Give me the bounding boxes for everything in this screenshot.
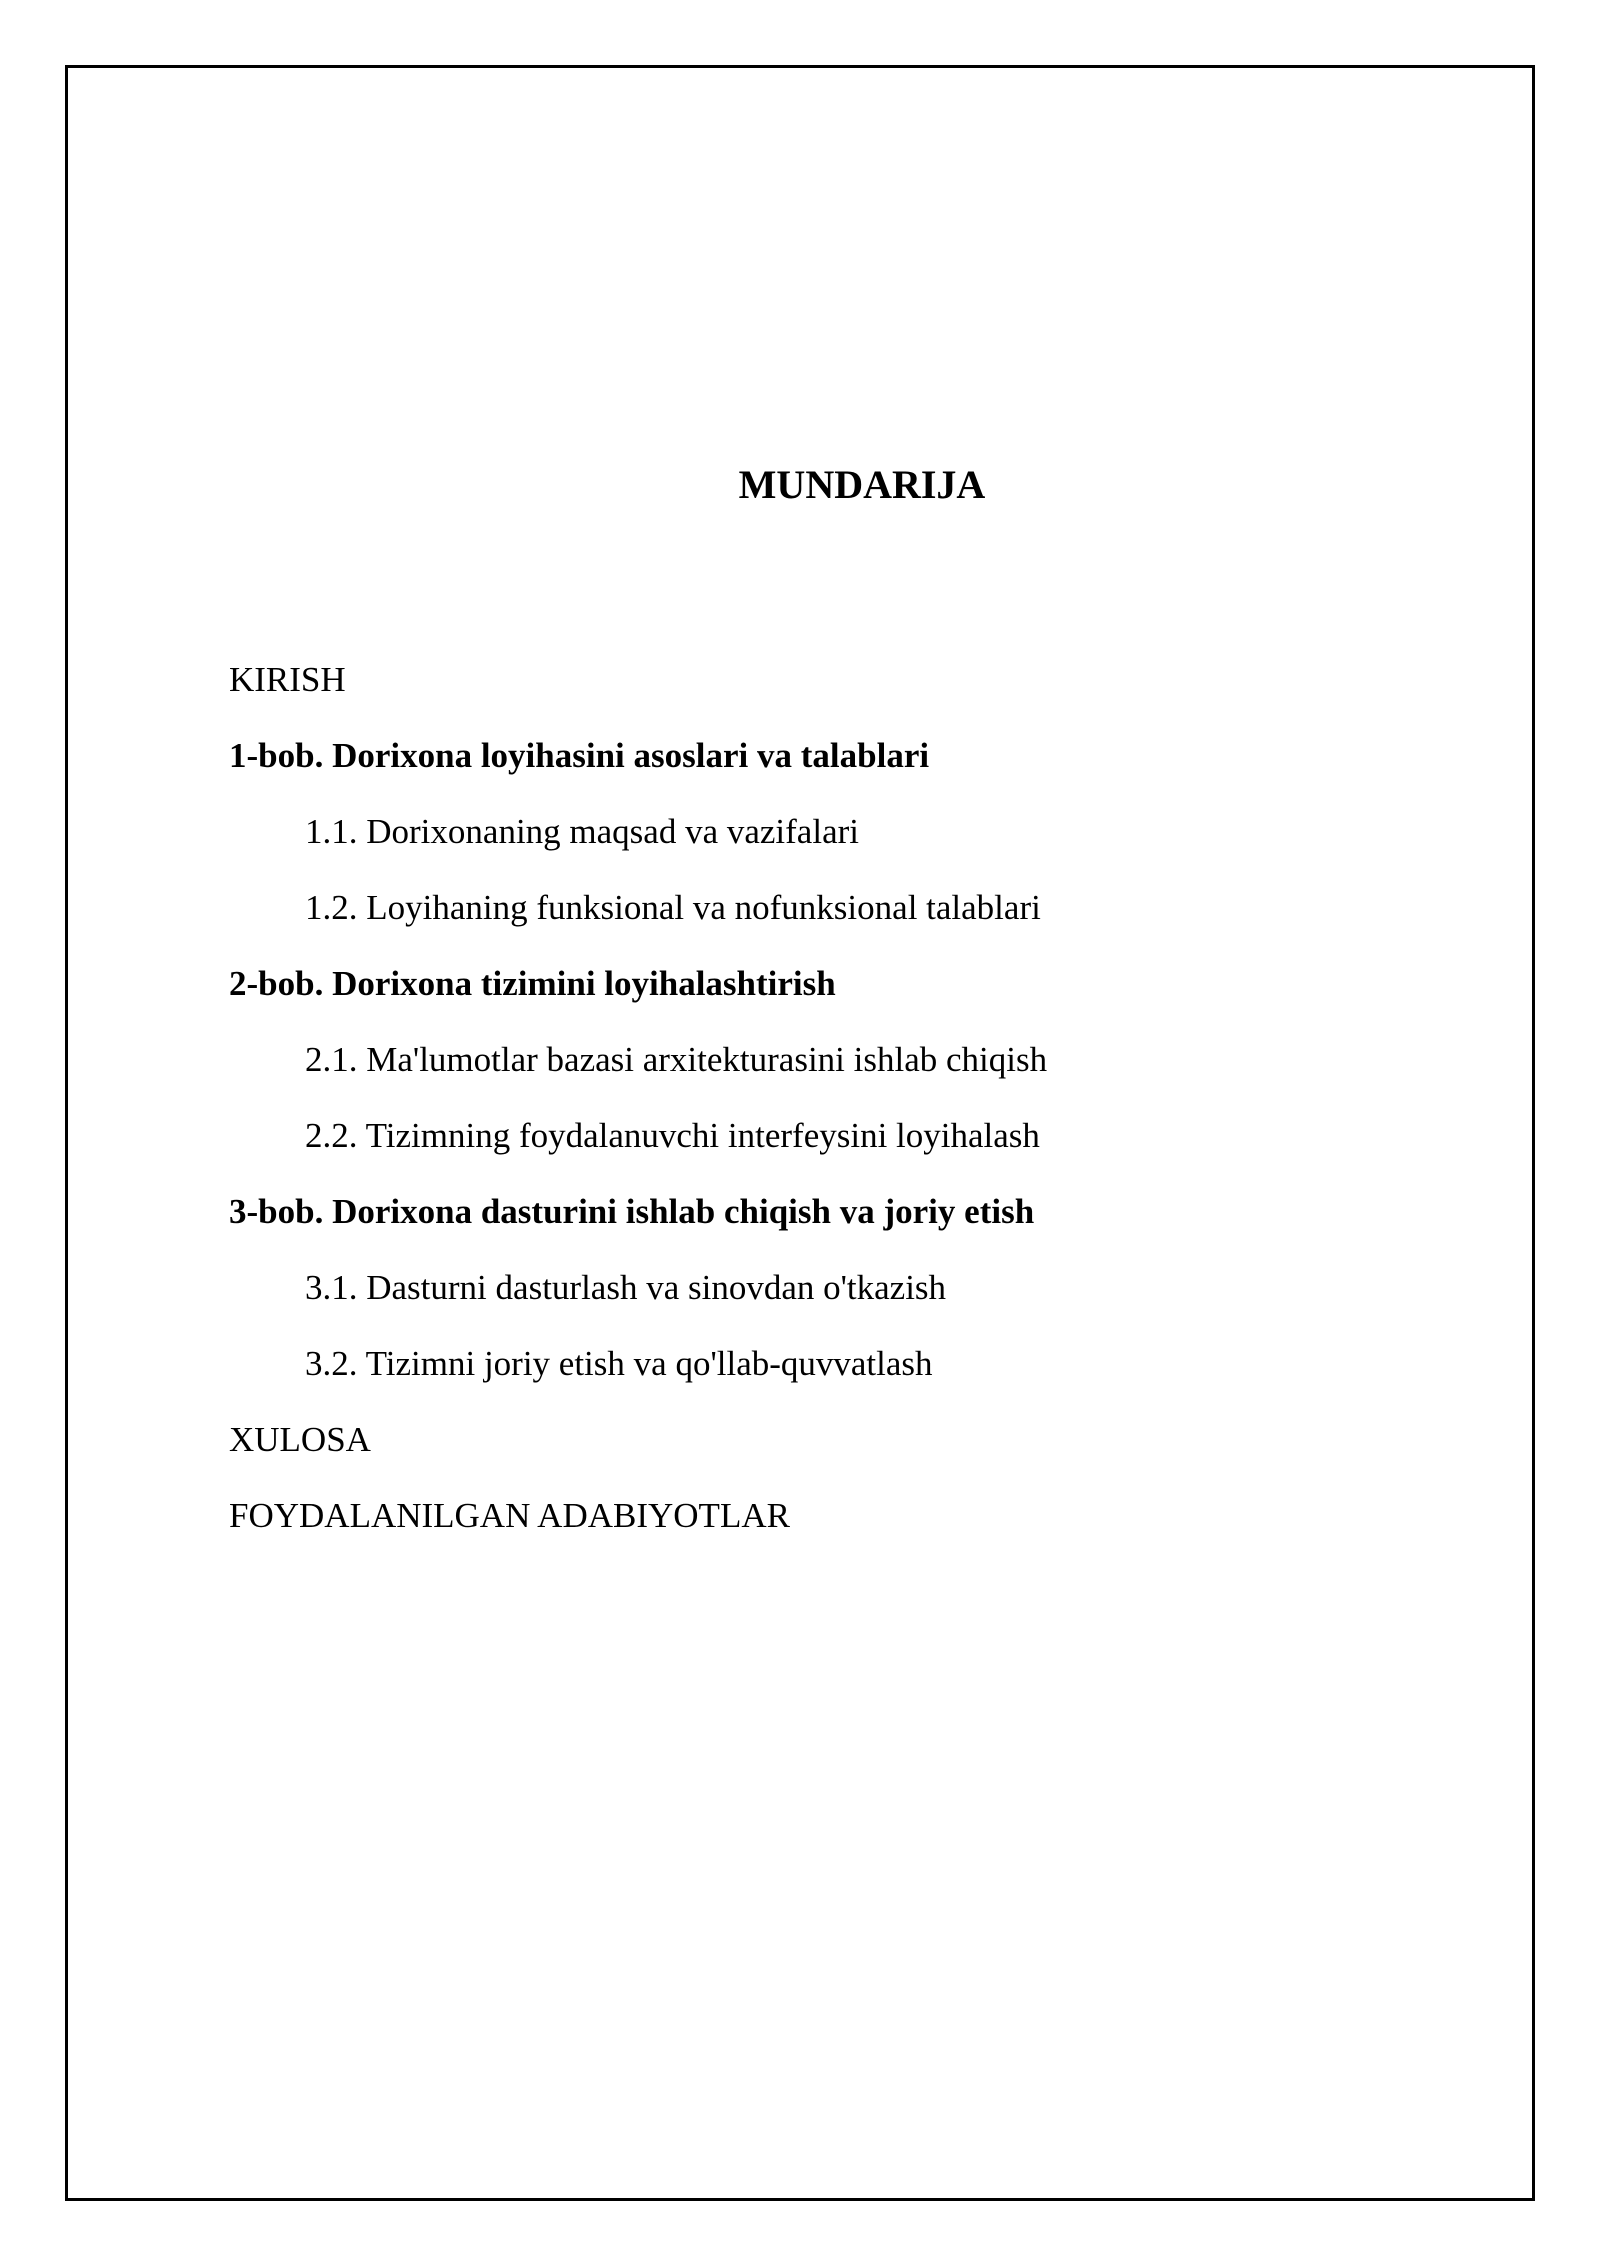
- toc-item-references: FOYDALANILGAN ADABIYOTLAR: [229, 1496, 790, 1535]
- toc-item-introduction: KIRISH: [229, 660, 346, 699]
- toc-section-3-2: 3.2. Tizimni joriy etish va qo'llab-quvvatlash: [305, 1344, 933, 1383]
- toc-section-3-1: 3.1. Dasturni dasturlash va sinovdan o'tkazish: [305, 1268, 947, 1307]
- toc-section-1-1: 1.1. Dorixonaning maqsad va vazifalari: [305, 812, 859, 851]
- toc-chapter-2: 2-bob. Dorixona tizimini loyihalashtirish: [229, 964, 836, 1003]
- toc-section-2-2: 2.2. Tizimning foydalanuvchi interfeysini loyihalash: [305, 1116, 1040, 1155]
- page-title: MUNDARIJA: [738, 462, 986, 507]
- table-of-contents: [229, 642, 1429, 1554]
- toc-chapter-3: 3-bob. Dorixona dasturini ishlab chiqish va joriy etish: [229, 1192, 1035, 1231]
- toc-section-1-2: 1.2. Loyihaning funksional va nofunksional talablari: [305, 888, 1041, 927]
- toc-chapter-1: 1-bob. Dorixona loyihasini asoslari va talablari: [229, 736, 930, 775]
- toc-item-conclusion: XULOSA: [229, 1420, 371, 1459]
- toc-section-2-1: 2.1. Ma'lumotlar bazasi arxitekturasini ishlab chiqish: [305, 1040, 1048, 1079]
